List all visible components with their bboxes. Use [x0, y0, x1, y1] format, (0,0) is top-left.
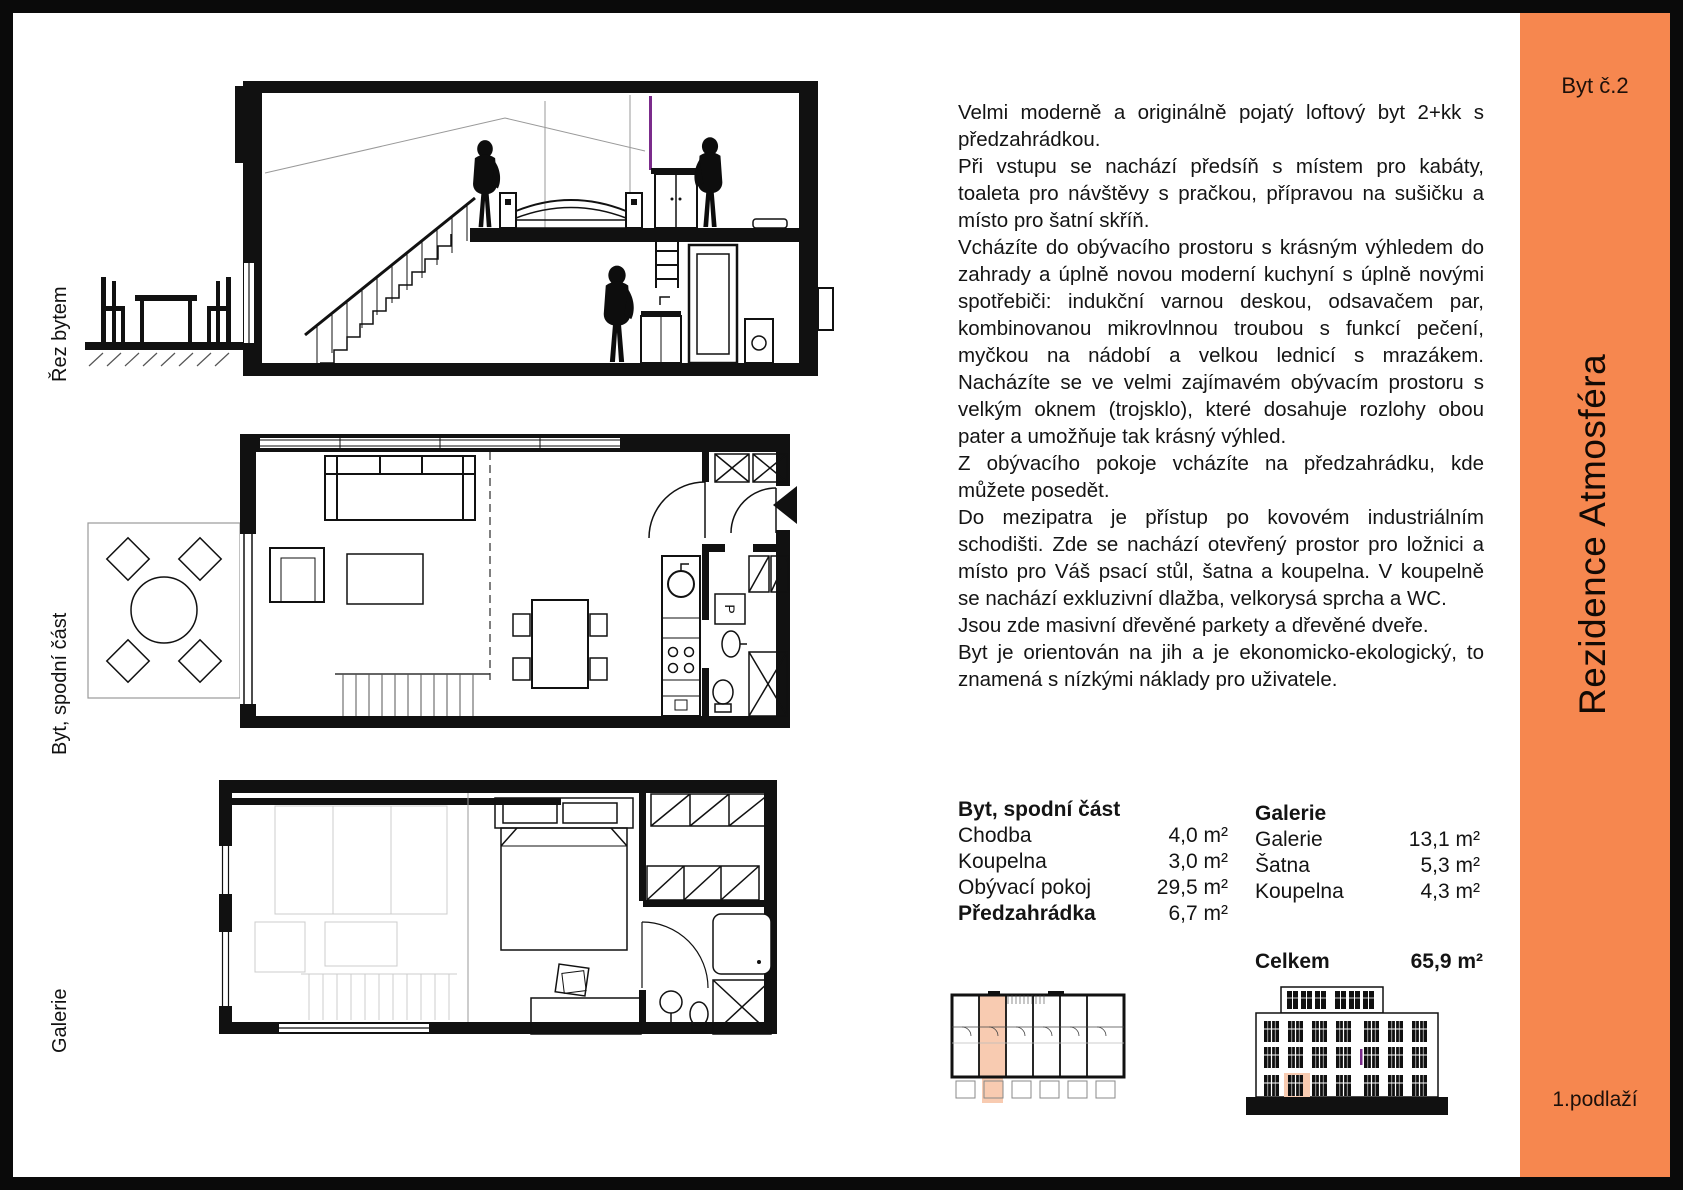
gallery-label: Galerie	[49, 988, 71, 1053]
person-silhouette	[604, 266, 634, 362]
area-value: 29,5 m²	[1156, 876, 1228, 899]
area-row	[1255, 879, 1480, 905]
washing-machine	[745, 319, 773, 363]
building-facade-drawing	[1226, 981, 1451, 1119]
section-view-label: Řez bytem	[49, 286, 71, 382]
closet-row	[647, 794, 769, 900]
description-paragraph: Vcházíte do obývacího prostoru s krásným výhledem do zahrady a úplně novou moderní kuchyní s úplně novými spotřebiči: indukční varnou deskou, odsavačem par, kombinovanou mikrovlnnou troubou s funkcí pečení, myčkou na nádobí a velkou lednicí s mrazákem. Nacházíte se ve velmi zajímavém obývacím prostoru s velkým oknem (trojsklo), které dosahuje rozlohy obou pater a umožňuje tak krásný výhled.	[958, 236, 1484, 448]
area-value: 4,3 m²	[1420, 880, 1480, 903]
total-label: Celkem	[1255, 950, 1330, 973]
door-arc	[649, 482, 776, 538]
window-glazing	[240, 438, 620, 704]
area-label: Šatna	[1255, 854, 1310, 877]
building-outline	[952, 991, 1124, 1077]
floor-level-label: 1.podlaží	[1552, 1088, 1638, 1111]
toilet	[713, 680, 733, 712]
lower-floor-plan-drawing	[85, 428, 800, 740]
terrace	[88, 523, 240, 698]
staircase	[305, 198, 475, 364]
description-paragraph: Z obývacího pokoje vcházíte na předzahrádku, kde můžete posedět.	[958, 452, 1484, 502]
coffee-table	[347, 554, 423, 604]
residence-name-label: Rezidence Atmosféra	[1572, 353, 1613, 715]
gallery-floor-plan-drawing	[213, 762, 793, 1047]
person-silhouette	[694, 137, 722, 227]
washbasin	[660, 991, 682, 1022]
area-label: Chodba	[958, 824, 1032, 847]
svg-text:P: P	[722, 604, 738, 614]
area-label: Koupelna	[958, 850, 1047, 873]
gallery-walls	[219, 780, 777, 1034]
bathtub-side-view	[753, 219, 787, 228]
area-label: Koupelna	[1255, 880, 1344, 903]
door-gap	[725, 544, 753, 552]
area-row	[958, 875, 1228, 901]
area-total	[1255, 950, 1483, 974]
section-drawing	[85, 73, 835, 385]
washer-box	[715, 594, 745, 624]
facade-windows	[1264, 1021, 1427, 1096]
area-value: 3,0 m²	[1168, 850, 1228, 873]
area-table-title: Galerie	[1255, 802, 1327, 825]
facade-ground-bar	[1246, 1097, 1448, 1115]
exterior-box	[818, 288, 833, 330]
area-value: 5,3 m²	[1420, 854, 1480, 877]
area-table-gallery	[1255, 801, 1480, 905]
mezzanine-cabinet	[651, 168, 699, 228]
description-paragraph: Byt je orientován na jih a je ekonomicko-ekologický, to znamená s nízkými náklady pro uživatele.	[958, 641, 1484, 691]
area-value: 6,7 m²	[1168, 902, 1228, 925]
area-label: Obývací pokoj	[958, 876, 1092, 899]
plan-walls	[240, 434, 790, 728]
area-table-title: Byt, spodní část	[958, 798, 1121, 821]
area-row	[958, 823, 1228, 849]
kitchen-sink-unit	[641, 297, 681, 363]
kitchen-counter	[662, 556, 700, 716]
outdoor-dining-set	[101, 277, 231, 342]
dining-set	[513, 600, 607, 688]
description-paragraph: Do mezipatra je přístup po kovovém industriálním schodišti. Zde se nachází otevřený prostor pro ložnici a místo pro Váš psací stůl, šatna a koupelna. V koupelně se nachází exkluzivní dlažba, velkorysá sprcha a WC.	[958, 506, 1484, 610]
armchair	[270, 548, 324, 602]
area-row	[1255, 827, 1480, 853]
person-silhouette	[473, 140, 500, 227]
stairs-plan	[335, 674, 490, 716]
area-value: 13,1 m²	[1408, 828, 1480, 851]
accent-strip	[649, 96, 652, 170]
highlighted-unit	[979, 995, 1006, 1077]
double-bed	[495, 798, 633, 950]
sofa	[325, 456, 475, 520]
description-paragraph: Velmi moderně a originálně pojatý loftový byt 2+kk s předzahrádkou.	[958, 101, 1484, 151]
area-label: Galerie	[1255, 828, 1323, 851]
description-paragraph: Jsou zde masivní dřevěné parkety a dřevěné dveře.	[958, 614, 1429, 637]
site-overview-drawing	[948, 991, 1143, 1109]
apartment-number-label: Byt č.2	[1561, 73, 1629, 98]
floor-below-ghost	[255, 806, 457, 1020]
interior-door	[689, 245, 737, 363]
door-arc	[642, 922, 708, 988]
area-label: Předzahrádka	[958, 902, 1096, 925]
area-row	[958, 849, 1228, 875]
bed-side-view	[500, 193, 642, 228]
accent-sidebar	[1520, 13, 1670, 1177]
area-row	[1255, 853, 1480, 879]
area-table-lower	[958, 797, 1228, 927]
washbasin	[722, 631, 747, 657]
accent-tick	[1360, 1049, 1363, 1065]
total-value: 65,9 m²	[1410, 950, 1483, 973]
terrace-squares	[956, 1081, 1115, 1098]
area-value: 4,0 m²	[1168, 824, 1228, 847]
description-text	[958, 99, 1484, 693]
description-paragraph: Při vstupu se nachází předsíň s místem pro kabáty, toaleta pro návštěvy s pračkou, přípravou na sušičku a místo pro šatní skříň.	[958, 155, 1484, 232]
ground-line	[85, 342, 245, 366]
area-row	[958, 901, 1228, 927]
shelf-ladder	[656, 238, 678, 288]
lower-floor-label: Byt, spodní část	[49, 612, 71, 755]
shower-tray	[713, 914, 771, 974]
